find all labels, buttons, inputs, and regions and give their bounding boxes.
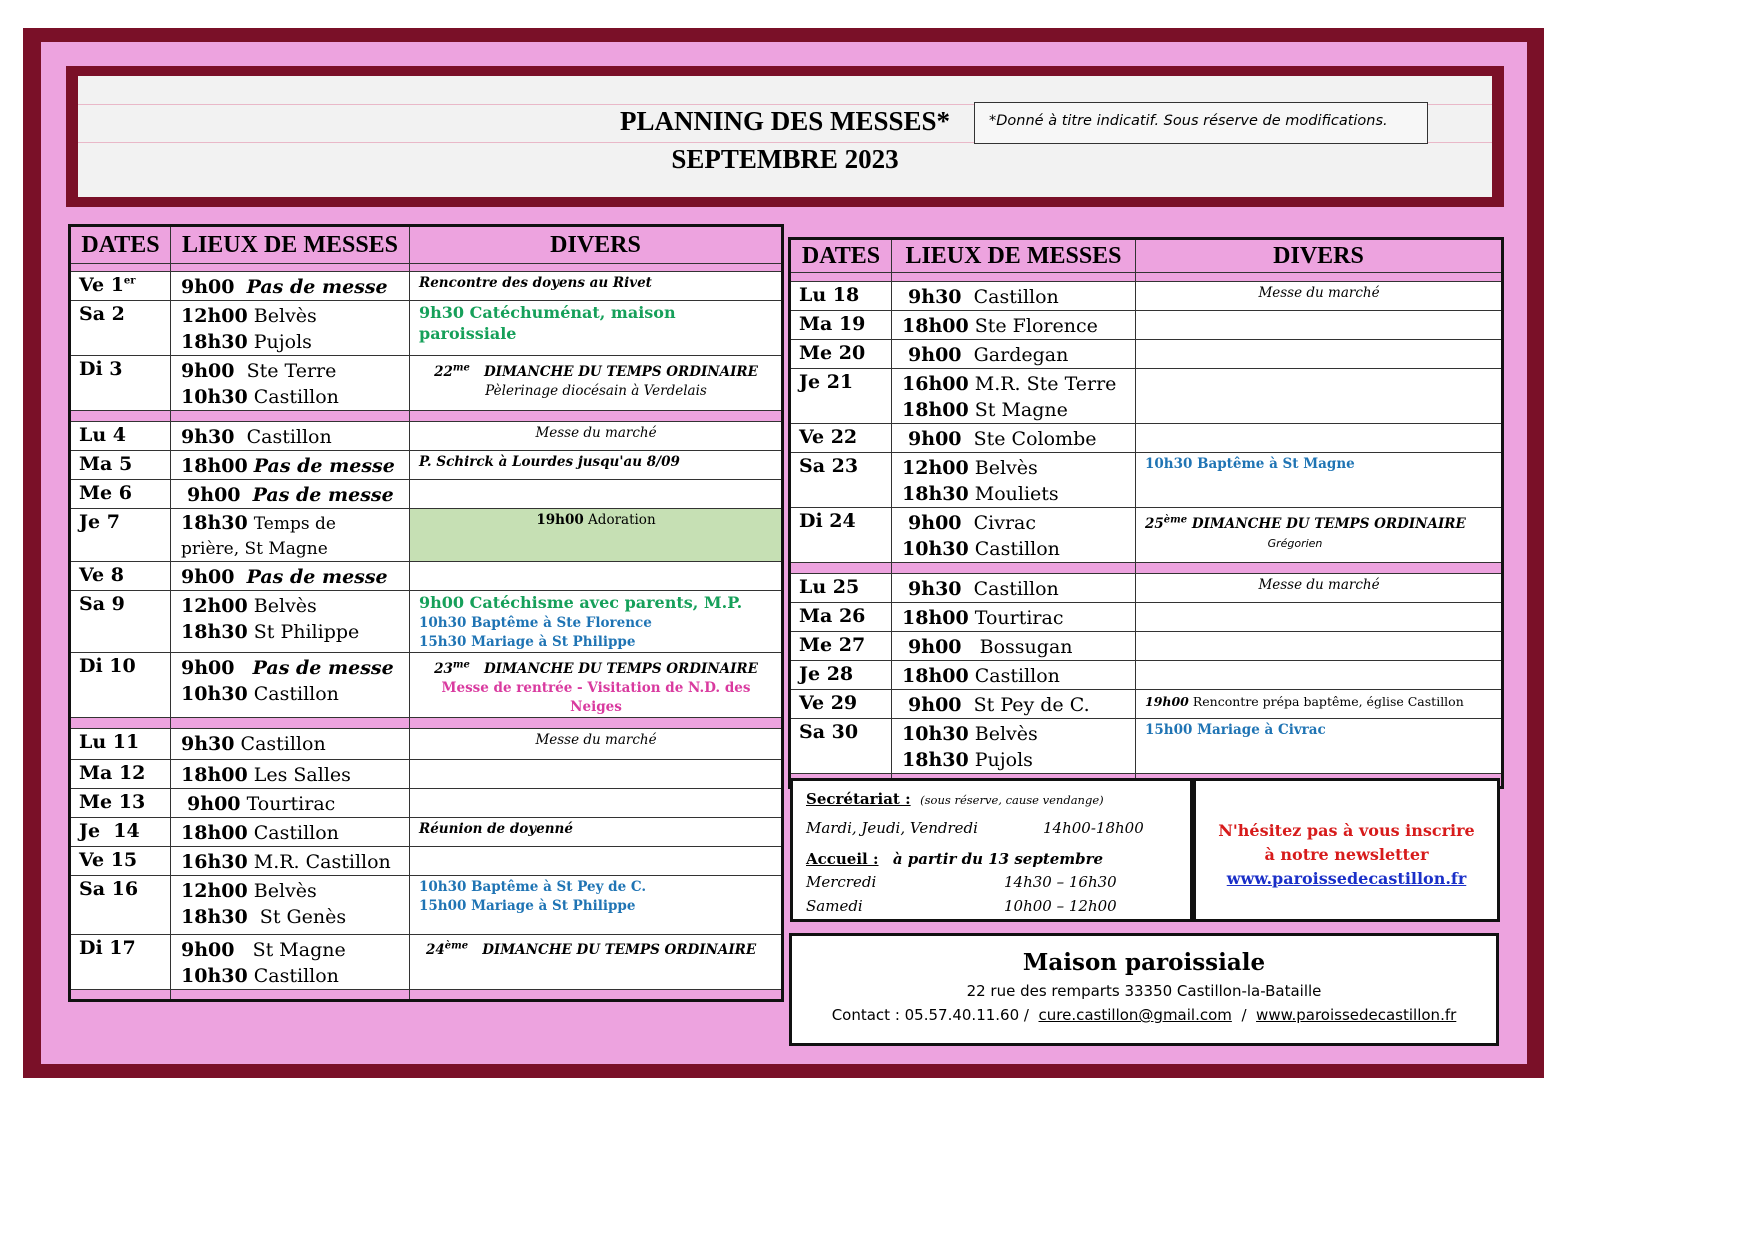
accueil-day: Samedi [806, 897, 863, 915]
mass-cell: 12h00 Belvès 18h30 Mouliets [892, 453, 1136, 508]
date-cell: Ma 26 [790, 603, 892, 632]
table-row [790, 508, 1503, 563]
date-cell: Ve 29 [790, 690, 892, 719]
mass-cell: 16h00 M.R. Ste Terre 18h00 St Magne [892, 369, 1136, 424]
table-row [790, 690, 1503, 719]
date-cell: Me 13 [70, 788, 171, 817]
date-cell: Je 21 [790, 369, 892, 424]
date-cell: Ma 12 [70, 759, 171, 788]
table-row [790, 632, 1503, 661]
mass-cell: 18h30 Temps de prière, St Magne [171, 509, 410, 562]
page-subtitle: SEPTEMBRE 2023 [671, 144, 899, 174]
divers-cell [1136, 340, 1503, 369]
col-header-lieux: LIEUX DE MESSES [171, 226, 410, 264]
divers-cell [410, 788, 783, 817]
mass-cell: 9h00 Gardegan [892, 340, 1136, 369]
secretariat-heading: Secrétariat : (sous réserve, cause vendange) [806, 790, 1104, 808]
email-link[interactable]: cure.castillon@gmail.com [1038, 1006, 1232, 1024]
date-cell: Di 24 [790, 508, 892, 563]
divers-cell: Messe du marché [410, 728, 783, 759]
date-cell: Lu 4 [70, 422, 171, 451]
divers-cell: P. Schirck à Lourdes jusqu'au 8/09 [410, 451, 783, 480]
divers-cell [410, 846, 783, 875]
table-row [70, 591, 783, 653]
mass-cell: 9h00 Civrac 10h30 Castillon [892, 508, 1136, 563]
page-title: PLANNING DES MESSES* [619, 106, 951, 136]
mass-cell: 18h00 Castillon [171, 817, 410, 846]
table-row [70, 846, 783, 875]
date-cell: Ve 1er [70, 272, 171, 301]
col-header-dates: DATES [790, 239, 892, 273]
date-cell: Sa 23 [790, 453, 892, 508]
table-row [70, 759, 783, 788]
newsletter-link[interactable]: www.paroissedecastillon.fr [1226, 869, 1467, 888]
divers-cell: Réunion de doyenné [410, 817, 783, 846]
date-cell: Sa 16 [70, 875, 171, 934]
table-row [70, 480, 783, 509]
table-row [70, 562, 783, 591]
date-cell: Ma 5 [70, 451, 171, 480]
newsletter-link-wrap [1193, 869, 1500, 888]
mass-cell: 9h00 Pas de messe 10h30 Castillon [171, 653, 410, 718]
table-header-row [70, 226, 783, 264]
divers-cell: 24ème DIMANCHE DU TEMPS ORDINAIRE [410, 934, 783, 989]
table-row [70, 653, 783, 718]
divers-cell: Messe du marché [1136, 282, 1503, 311]
divers-cell: 25ème DIMANCHE DU TEMPS ORDINAIRE Grégorien [1136, 508, 1503, 563]
col-header-divers: DIVERS [410, 226, 783, 264]
newsletter-invite: à notre newsletter [1264, 845, 1429, 864]
divers-cell [1136, 369, 1503, 424]
divers-cell: 10h30 Baptême à St Magne [1136, 453, 1503, 508]
divers-cell [1136, 424, 1503, 453]
date-cell: Je 7 [70, 509, 171, 562]
col-header-divers: DIVERS [1136, 239, 1503, 273]
date-cell: Ve 15 [70, 846, 171, 875]
secretariat-days: Mardi, Jeudi, Vendredi [806, 819, 978, 837]
date-cell: Sa 2 [70, 301, 171, 356]
table-row [790, 574, 1503, 603]
mass-cell: 12h00 Belvès 18h30 St Philippe [171, 591, 410, 653]
divers-cell: 19h00 Adoration [410, 509, 783, 562]
table-row [790, 661, 1503, 690]
table-row [70, 934, 783, 989]
mass-cell: 18h00 Ste Florence [892, 311, 1136, 340]
date-cell: Me 20 [790, 340, 892, 369]
mass-cell: 9h30 Castillon [892, 574, 1136, 603]
table-row [790, 453, 1503, 508]
disclaimer-note: *Donné à titre indicatif. Sous réserve de modifications. [974, 102, 1428, 144]
mass-cell: 9h00 Ste Colombe [892, 424, 1136, 453]
date-cell: Sa 30 [790, 719, 892, 774]
mass-cell: 9h00 Pas de messe [171, 272, 410, 301]
table-row [790, 340, 1503, 369]
mass-cell: 16h30 M.R. Castillon [171, 846, 410, 875]
table-row [70, 875, 783, 934]
date-cell: Lu 25 [790, 574, 892, 603]
mass-cell: 18h00 Tourtirac [892, 603, 1136, 632]
table-row [70, 356, 783, 411]
mass-cell: 12h00 Belvès 18h30 Pujols [171, 301, 410, 356]
table-row [70, 509, 783, 562]
mass-cell: 18h00 Pas de messe [171, 451, 410, 480]
date-cell: Lu 18 [790, 282, 892, 311]
divers-cell: $23^{me}$ DIMANCHE DU TEMPS ORDINAIRE Messe de rentrée - Visitation de N.D. des Neiges [410, 653, 783, 718]
divers-cell: 10h30 Baptême à St Pey de C. 15h00 Mariage à St Philippe [410, 875, 783, 934]
mass-cell: 9h00 St Magne 10h30 Castillon [171, 934, 410, 989]
mass-cell: 9h00 St Pey de C. [892, 690, 1136, 719]
col-header-lieux: LIEUX DE MESSES [892, 239, 1136, 273]
maison-contact: Contact : 05.57.40.11.60 / cure.castillon@gmail.com / www.paroissedecastillon.fr [831, 1006, 1457, 1024]
divers-cell: 15h00 Mariage à Civrac [1136, 719, 1503, 774]
newsletter-invite: N'hésitez pas à vous inscrire [1218, 821, 1475, 840]
mass-cell: 18h00 Les Salles [171, 759, 410, 788]
date-cell: Sa 9 [70, 591, 171, 653]
table-row [70, 272, 783, 301]
table-row [70, 451, 783, 480]
divers-cell [1136, 632, 1503, 661]
accueil-heading: Accueil : à partir du 13 septembre [806, 850, 1104, 868]
mass-cell: 9h00 Pas de messe [171, 562, 410, 591]
accueil-day: Mercredi [806, 873, 877, 891]
mass-cell: 18h00 Castillon [892, 661, 1136, 690]
table-row [790, 603, 1503, 632]
date-cell: Di 10 [70, 653, 171, 718]
accueil-hours: 10h00 – 12h00 [1004, 897, 1117, 915]
mass-cell: 9h00 Ste Terre 10h30 Castillon [171, 356, 410, 411]
divers-cell [1136, 603, 1503, 632]
date-cell: Me 27 [790, 632, 892, 661]
table-row [790, 719, 1503, 774]
table-row [790, 424, 1503, 453]
table-row [790, 369, 1503, 424]
divers-cell [1136, 661, 1503, 690]
divers-cell [410, 759, 783, 788]
maison-address: 22 rue des remparts 33350 Castillon-la-Bataille [966, 982, 1322, 1000]
mass-cell: 9h00 Tourtirac [171, 788, 410, 817]
date-cell: Ve 8 [70, 562, 171, 591]
website-link[interactable]: www.paroissedecastillon.fr [1256, 1006, 1457, 1024]
date-cell: Ve 22 [790, 424, 892, 453]
date-cell: Je 28 [790, 661, 892, 690]
date-cell: Di 17 [70, 934, 171, 989]
date-cell: Je 14 [70, 817, 171, 846]
table-row [790, 282, 1503, 311]
table-row [70, 422, 783, 451]
date-cell: Di 3 [70, 356, 171, 411]
divers-cell: 9h30 Catéchuménat, maison paroissiale [410, 301, 783, 356]
divers-cell: Messe du marché [1136, 574, 1503, 603]
divers-cell: $22^{me}$ DIMANCHE DU TEMPS ORDINAIRE Pèlerinage diocésain à Verdelais [410, 356, 783, 411]
divers-cell [410, 480, 783, 509]
date-cell: Lu 11 [70, 728, 171, 759]
divers-cell: Messe du marché [410, 422, 783, 451]
divers-cell [410, 562, 783, 591]
divers-cell: 19h00 Rencontre prépa baptême, église Castillon [1136, 690, 1503, 719]
divers-cell: 9h00 Catéchisme avec parents, M.P. 10h30 Baptême à Ste Florence 15h30 Mariage à St Philippe [410, 591, 783, 653]
mass-cell: 10h30 Belvès 18h30 Pujols [892, 719, 1136, 774]
table-row [70, 788, 783, 817]
divers-cell: Rencontre des doyens au Rivet [410, 272, 783, 301]
date-cell: Ma 19 [790, 311, 892, 340]
mass-cell: 9h00 Pas de messe [171, 480, 410, 509]
date-cell: Me 6 [70, 480, 171, 509]
schedule-table-left [68, 224, 784, 1002]
mass-cell: 9h00 Bossugan [892, 632, 1136, 661]
mass-cell: 9h30 Castillon [171, 728, 410, 759]
divers-cell [1136, 311, 1503, 340]
mass-cell: 9h30 Castillon [892, 282, 1136, 311]
table-header-row [790, 239, 1503, 273]
maison-title: Maison paroissiale [1022, 949, 1266, 976]
mass-cell: 12h00 Belvès 18h30 St Genès [171, 875, 410, 934]
table-row [70, 817, 783, 846]
secretariat-hours: 14h00-18h00 [1043, 819, 1144, 837]
mass-cell: 9h30 Castillon [171, 422, 410, 451]
table-row [70, 728, 783, 759]
table-row [70, 301, 783, 356]
accueil-hours: 14h30 – 16h30 [1004, 873, 1117, 891]
col-header-dates: DATES [70, 226, 171, 264]
schedule-table-right [788, 237, 1504, 789]
table-row [790, 311, 1503, 340]
